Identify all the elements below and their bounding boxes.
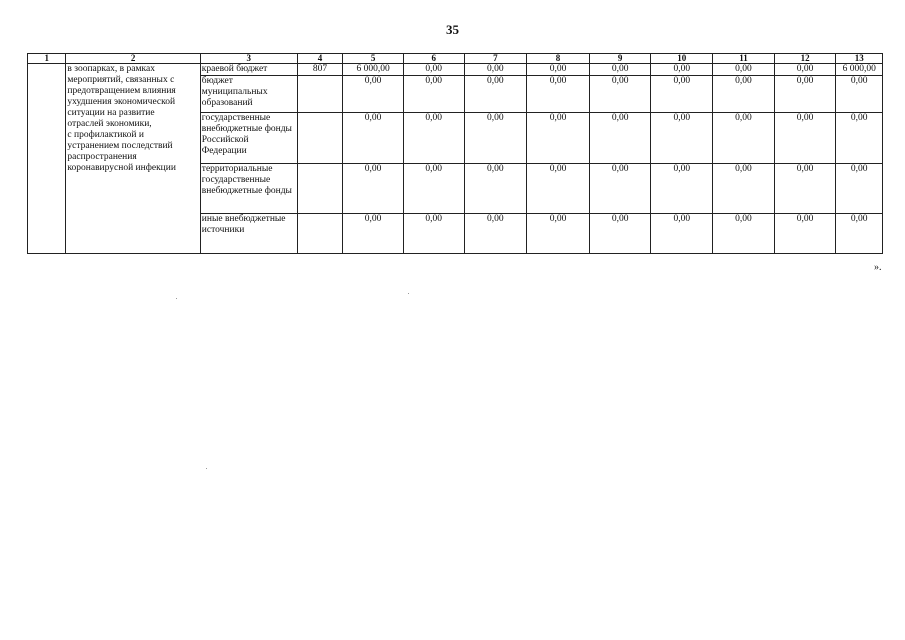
code-cell: [297, 76, 342, 113]
scan-speck: [176, 298, 177, 299]
description-line: ситуации на развитие: [67, 108, 155, 118]
page-number: 35: [446, 22, 459, 37]
description-line: в зоопарках, в рамках: [67, 64, 155, 74]
value-cell: 0,00: [464, 214, 527, 254]
value-cell: 0,00: [713, 113, 775, 164]
value-cell: 0,00: [589, 113, 651, 164]
header-cell: 10: [651, 54, 713, 64]
header-cell: 9: [589, 54, 651, 64]
value-cell: 0,00: [464, 76, 527, 113]
value-cell: 0,00: [774, 76, 836, 113]
value-cell: 0,00: [713, 76, 775, 113]
scan-speck: [206, 468, 207, 469]
value-cell: 0,00: [343, 214, 404, 254]
header-cell: 7: [464, 54, 527, 64]
value-cell: 0,00: [403, 76, 464, 113]
value-cell: 0,00: [343, 76, 404, 113]
code-cell: 807: [297, 64, 342, 76]
value-cell: 0,00: [527, 113, 590, 164]
value-cell: 0,00: [836, 164, 883, 214]
value-cell: 0,00: [403, 64, 464, 76]
description-line: мероприятий, связанных с: [67, 75, 175, 85]
value-cell: 0,00: [403, 113, 464, 164]
header-row: [28, 54, 883, 64]
value-cell: 0,00: [343, 164, 404, 214]
value-cell: 0,00: [774, 164, 836, 214]
header-cell: 6: [403, 54, 464, 64]
header-cell: 3: [200, 54, 297, 64]
source-cell: иные внебюджетные источники: [200, 214, 297, 254]
value-cell: 6 000,00: [836, 64, 883, 76]
code-cell: [297, 214, 342, 254]
value-cell: 0,00: [464, 164, 527, 214]
header-cell: 1: [28, 54, 66, 64]
description-cell: [66, 64, 200, 254]
value-cell: 0,00: [774, 64, 836, 76]
description-line: распространения: [67, 152, 137, 162]
header-cell: 11: [713, 54, 775, 64]
value-cell: 0,00: [403, 164, 464, 214]
value-cell: 0,00: [589, 76, 651, 113]
description-line: предотвращением влияния: [67, 86, 176, 96]
value-cell: 0,00: [651, 76, 713, 113]
value-cell: 0,00: [651, 113, 713, 164]
header-cell: 4: [297, 54, 342, 64]
source-cell: государственные внебюджетные фонды Российской Федерации: [200, 113, 297, 164]
header-cell: 12: [774, 54, 836, 64]
value-cell: 0,00: [527, 76, 590, 113]
value-cell: 0,00: [343, 113, 404, 164]
value-cell: 0,00: [774, 214, 836, 254]
description-line: устранением последствий: [67, 141, 173, 151]
description-line: с профилактикой и: [67, 130, 144, 140]
description-line: ухудшения экономической: [67, 97, 176, 107]
value-cell: 0,00: [589, 214, 651, 254]
value-cell: 0,00: [589, 164, 651, 214]
description-line: отраслей экономики,: [67, 119, 152, 129]
value-cell: 0,00: [651, 64, 713, 76]
row-number-cell: [28, 64, 66, 254]
value-cell: 0,00: [527, 164, 590, 214]
source-cell: территориальные государственные внебюджетные фонды: [200, 164, 297, 214]
value-cell: 0,00: [774, 113, 836, 164]
scan-speck: [408, 293, 409, 294]
description-line: коронавирусной инфекции: [67, 163, 176, 173]
value-cell: 0,00: [464, 113, 527, 164]
header-cell: 5: [343, 54, 404, 64]
value-cell: 0,00: [836, 214, 883, 254]
budget-table: [27, 53, 883, 254]
value-cell: 0,00: [836, 113, 883, 164]
value-cell: 0,00: [651, 214, 713, 254]
header-cell: 2: [66, 54, 200, 64]
closing-quote-mark: ».: [874, 262, 882, 273]
table-row: [28, 64, 883, 76]
value-cell: 0,00: [403, 214, 464, 254]
value-cell: 0,00: [713, 64, 775, 76]
value-cell: 0,00: [651, 164, 713, 214]
header-cell: 13: [836, 54, 883, 64]
source-cell: бюджет муниципальных образований: [200, 76, 297, 113]
source-cell: краевой бюджет: [200, 64, 297, 76]
value-cell: 0,00: [464, 64, 527, 76]
value-cell: 0,00: [713, 214, 775, 254]
value-cell: 0,00: [527, 214, 590, 254]
value-cell: 0,00: [836, 76, 883, 113]
code-cell: [297, 164, 342, 214]
value-cell: 0,00: [527, 64, 590, 76]
value-cell: 0,00: [589, 64, 651, 76]
value-cell: 0,00: [713, 164, 775, 214]
code-cell: [297, 113, 342, 164]
header-cell: 8: [527, 54, 590, 64]
value-cell: 6 000,00: [343, 64, 404, 76]
